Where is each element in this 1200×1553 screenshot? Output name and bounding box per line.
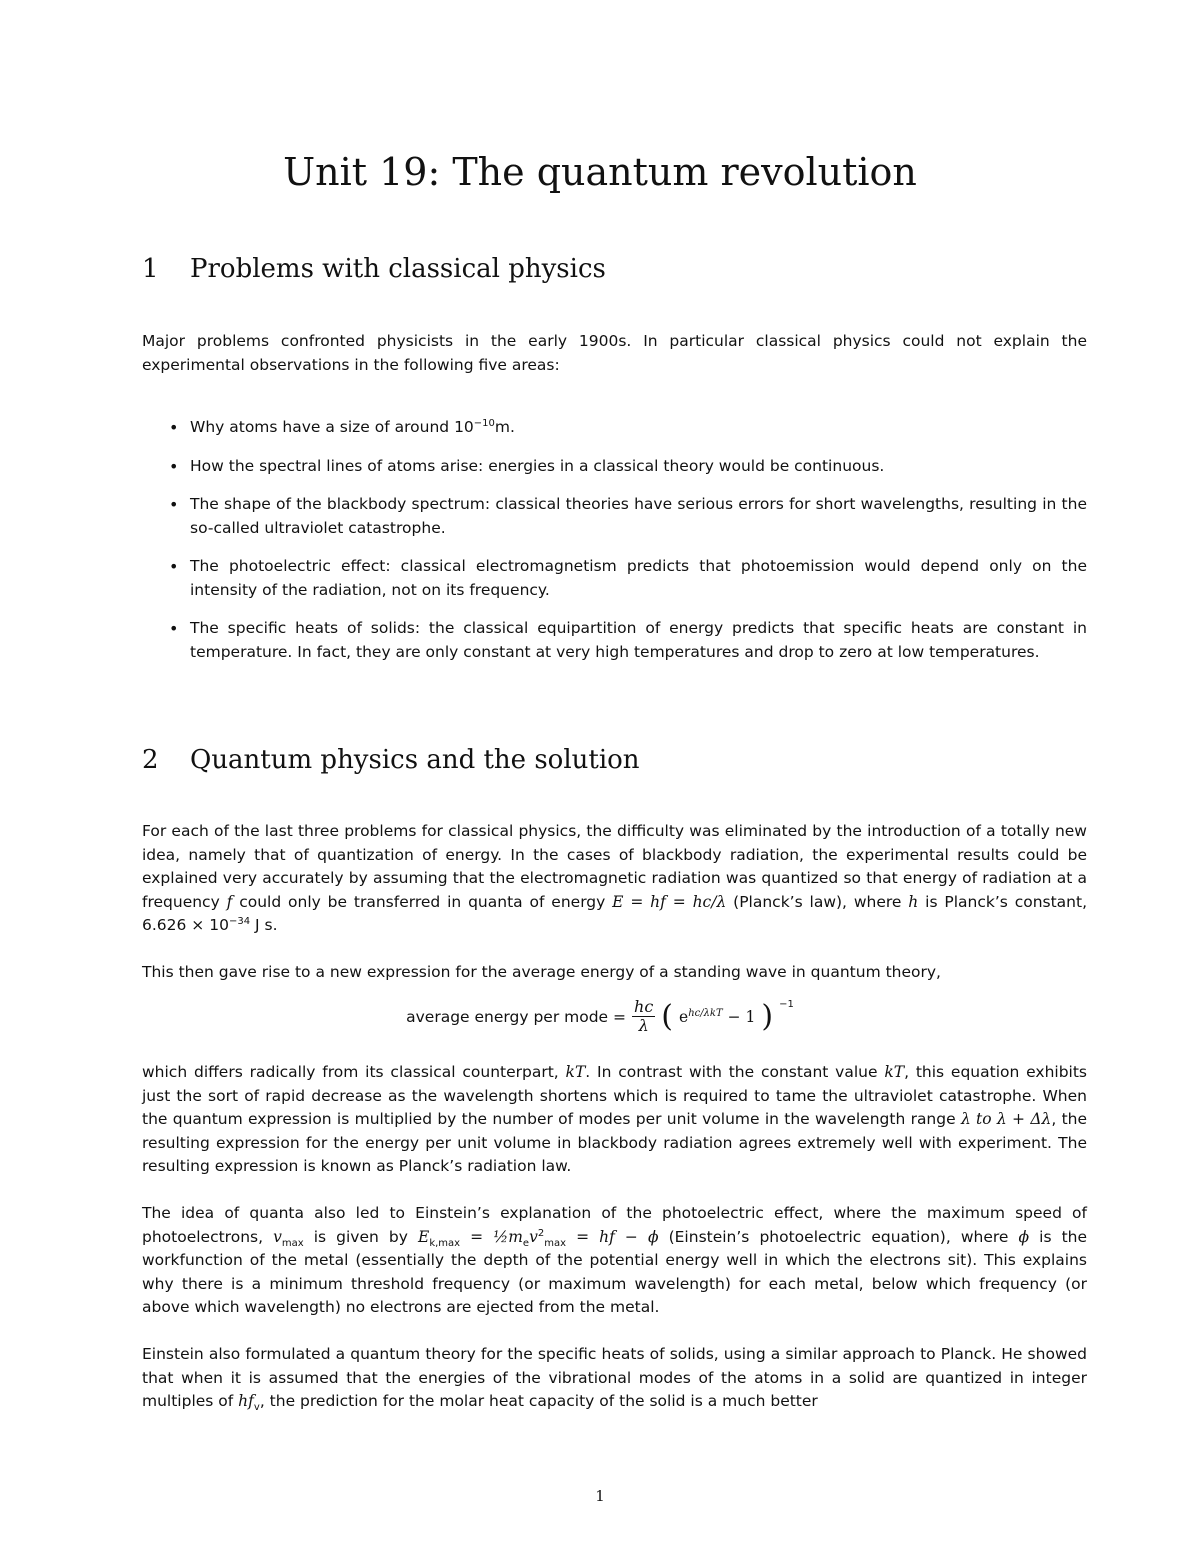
section-1-intro: Major problems confronted physicists in the early 1900s. In particular classical physics could not explain the experimental observations in the following five areas: <box>142 332 1087 374</box>
document-title: Unit 19: The quantum revolution <box>283 150 917 194</box>
page-number: 1 <box>595 1487 605 1505</box>
section-1-heading <box>142 254 606 284</box>
section-2-heading <box>142 745 640 775</box>
paragraph-quantization: For each of the last three problems for classical physics, the difficulty was eliminated by the introduction of a totally new idea, namely that of quantization of energy. In the cases of blackbody radiation, the experimental results could be explained very accurately by assuming that the electromagnetic radiation was quantized so that energy of radiation at a frequency f could only be transferred in quanta of energy E = hf = hc/λ (Planck’s law), where h is Planck’s constant, $6.626 \times 10^{-34}$ J s. <box>142 822 1088 934</box>
list-item: • How the spectral lines of atoms arise: energies in a classical theory would be continuous. <box>164 455 1087 479</box>
average-energy-equation: average energy per mode = $\frac{hc}{\lambda}$ ( $e^{hc/\lambda kT} - 1$ ) $^{-1}$ <box>406 997 794 1035</box>
list-item: • The photoelectric effect: classical electromagnetism predicts that photoemission would depend only on the intensity of the radiation, not on its frequency. <box>164 555 1087 602</box>
list-item: • Why atoms have a size of around $10^{-10}m$. <box>164 416 1087 440</box>
paragraph-specific-heats: Einstein also formulated a quantum theory for the specific heats of solids, using a similar approach to Planck. He showed that when it is assumed that the energies of the vibrational modes of the atoms in a solid are quantized in integer multiples of $hf_v$, the prediction for the molar heat capacity of the solid is a much better <box>142 1345 1087 1414</box>
section-1-number: 1 <box>142 254 159 284</box>
problem-list <box>164 416 1087 679</box>
equation-exponential: $e^{hc/\lambda kT} - 1$ <box>679 1007 756 1026</box>
section-1-title: Problems with classical physics <box>190 254 606 284</box>
section-2-number: 2 <box>142 745 159 775</box>
section-2-title: Quantum physics and the solution <box>190 745 640 775</box>
paragraph-new-expression: This then gave rise to a new expression for the average energy of a standing wave in quantum theory, <box>142 963 941 981</box>
equation-fraction: $\frac{hc}{\lambda}$ <box>634 997 654 1035</box>
list-item: • The specific heats of solids: the classical equipartition of energy predicts that specific heats are constant in temperature. In fact, they are only constant at very high temperatures and drop to zero at low temperatures. <box>164 617 1087 664</box>
list-item: • The shape of the blackbody spectrum: classical theories have serious errors for short wavelengths, resulting in the so-called ultraviolet catastrophe. <box>164 493 1087 540</box>
paragraph-classical-counterpart: which differs radically from its classical counterpart, kT. In contrast with the constant value kT, this equation exhibits just the sort of rapid decrease as the wavelength shortens which is required to tame the ultraviolet catastrophe. When the quantum expression is multiplied by the number of modes per unit volume in the wavelength range λ to λ + Δλ, the resulting expression for the energy per unit volume in blackbody radiation agrees extremely well with experiment. The resulting expression is known as Planck’s radiation law. <box>142 1063 1088 1175</box>
paragraph-photoelectric: The idea of quanta also led to Einstein’s explanation of the photoelectric effect, where the maximum speed of photoelectrons, $v_{max}$ is given by $E_{k,max}$ = $\frac{1}{2}m_ev^2_{max}$ = hf − ϕ (Einstein’s photoelectric equation), where ϕ is the workfunction of the metal (essentially the depth of the potential energy well in which the electrons sit). This explains why there is a minimum threshold frequency (or maximum wavelength) for each metal, below which frequency (or above which wavelength) no electrons are ejected from the metal. <box>142 1204 1088 1316</box>
equation-lhs: average energy per mode = <box>406 1007 627 1026</box>
